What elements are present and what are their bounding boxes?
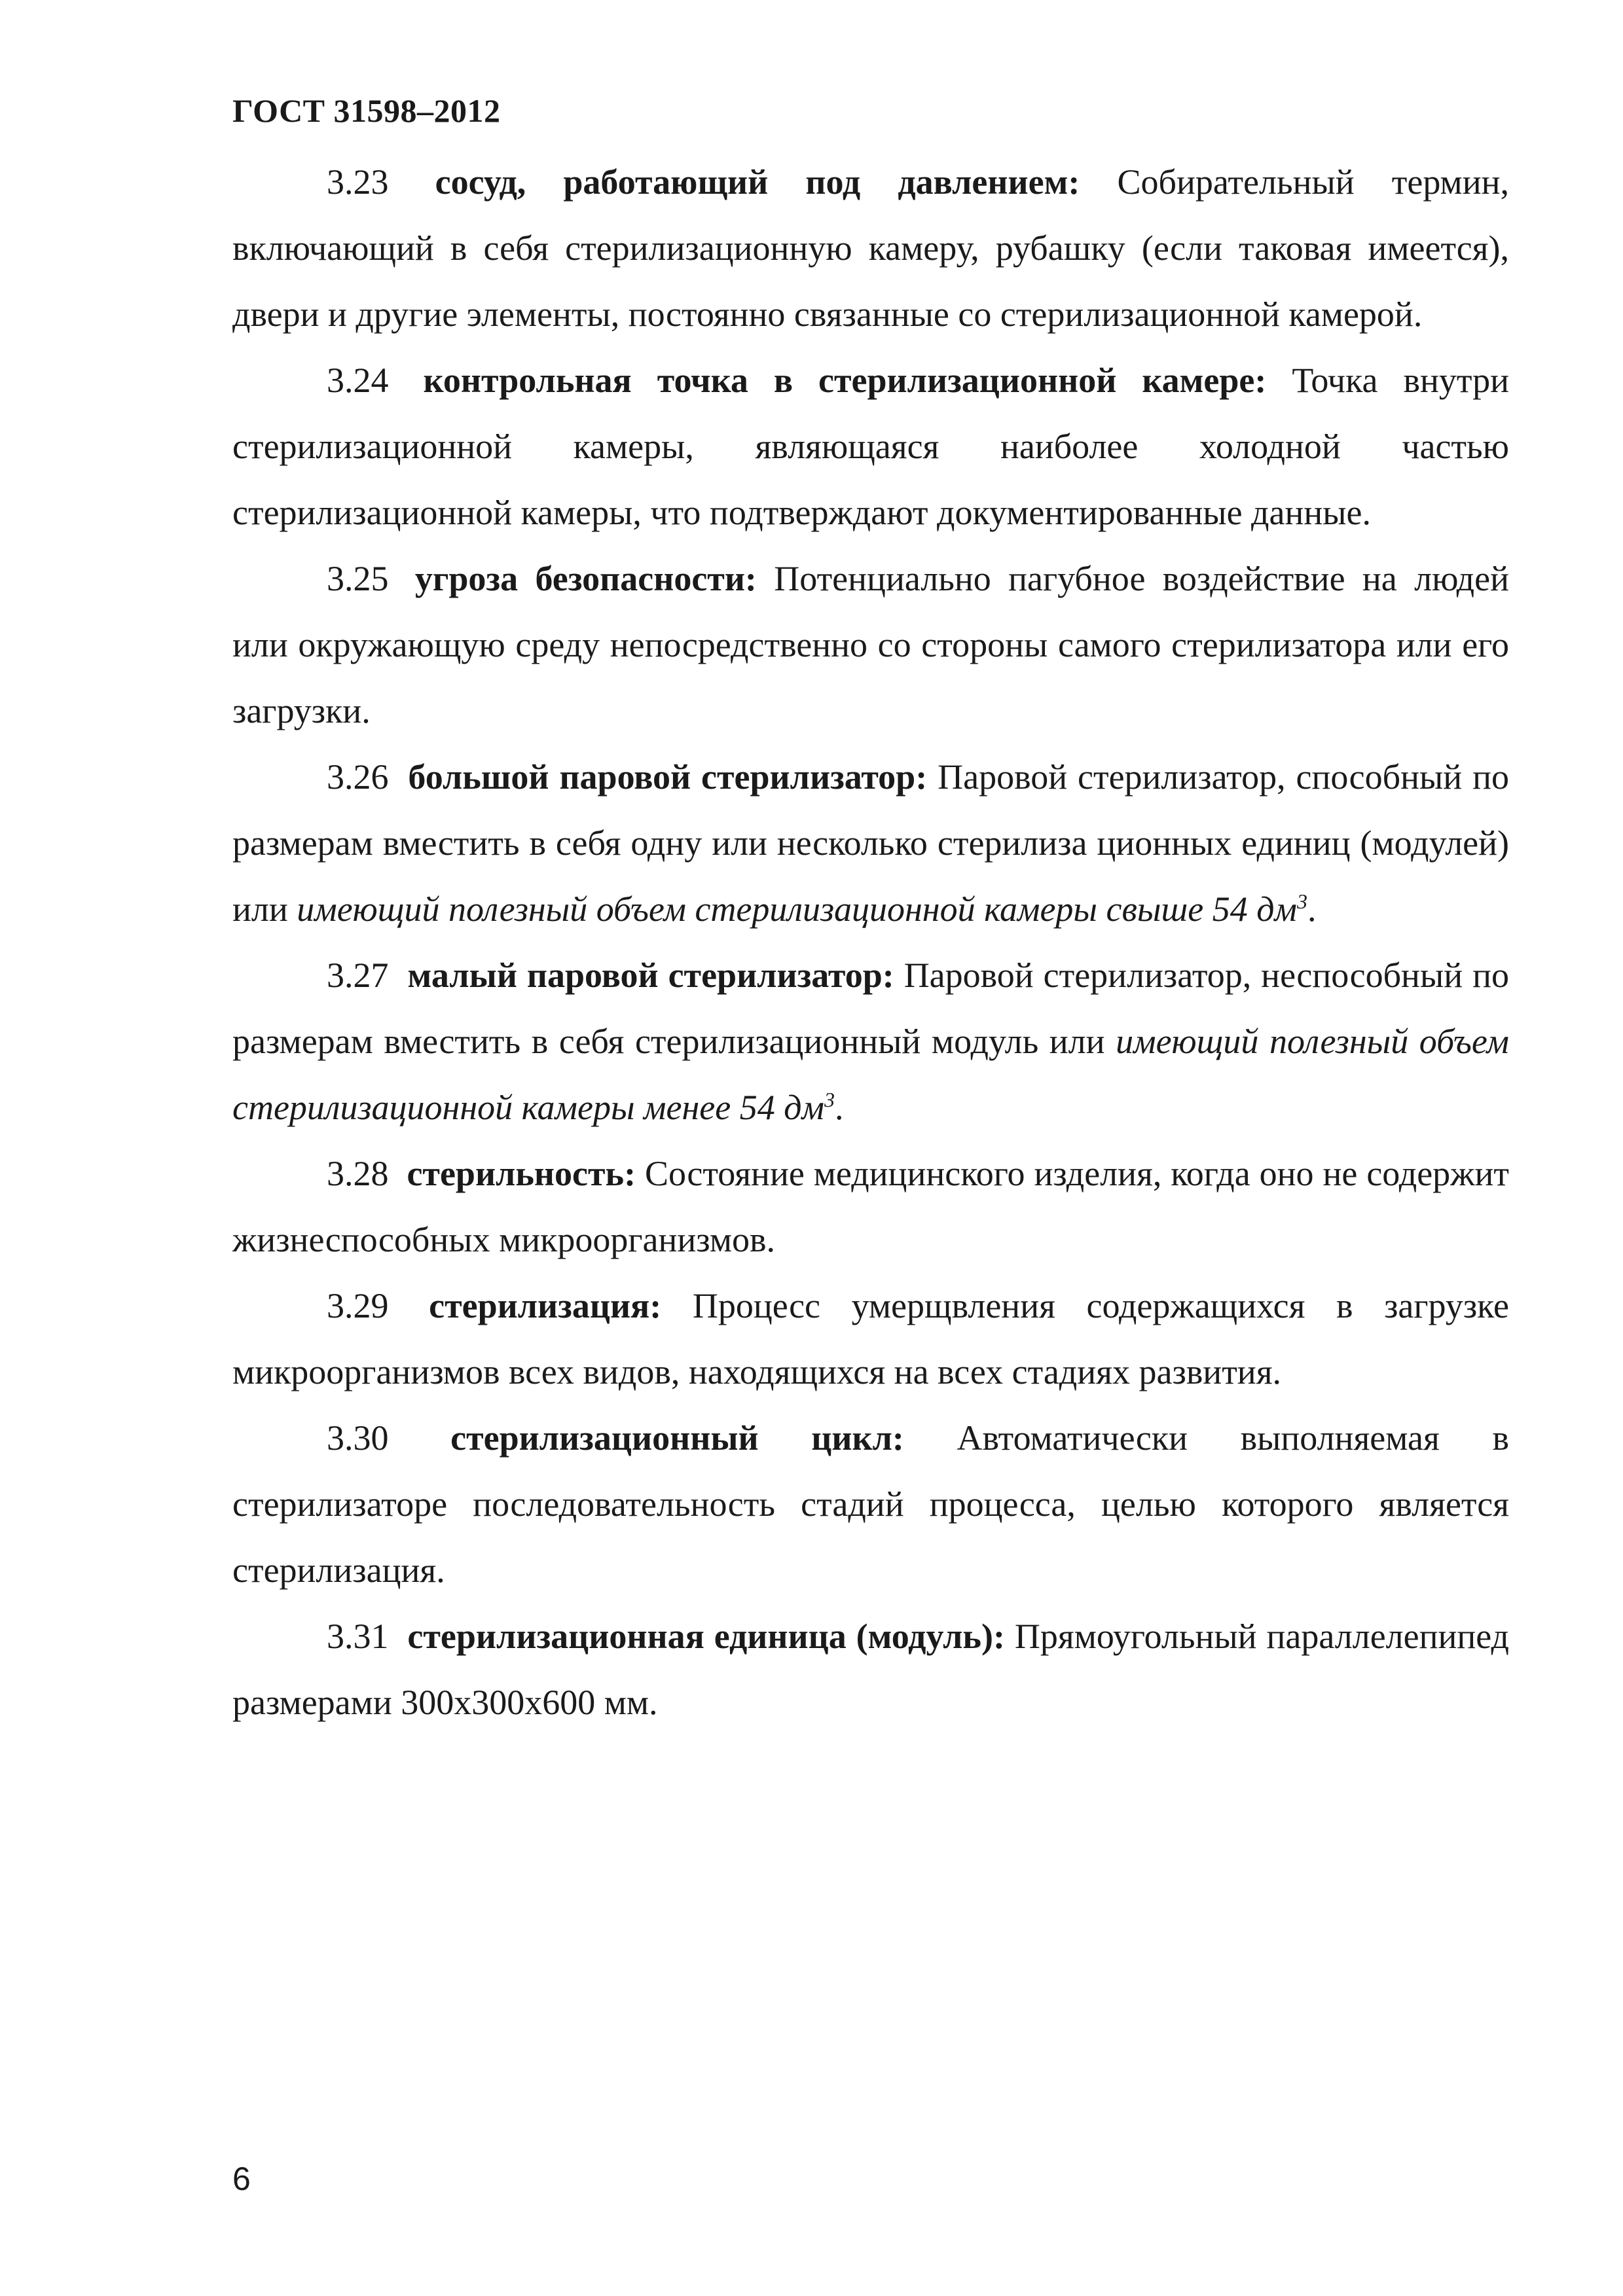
- term-number: 3.29: [327, 1286, 389, 1325]
- term-definition: Паровой стерилизатор, способный по размерам вместить в себя одну или несколько стерилиза ционных единиц (модулей) или: [232, 757, 1510, 929]
- term-entry: [232, 1273, 1509, 1405]
- term-entry: [232, 1604, 1509, 1736]
- term-definition-italic: [297, 889, 1307, 929]
- term-number: 3.26: [327, 757, 389, 797]
- term-name: стерилизационный цикл:: [450, 1418, 904, 1458]
- term-definition-tail: .: [1307, 889, 1317, 929]
- term-number: 3.24: [327, 361, 389, 400]
- italic-text: имеющий полезный объем стерилизационной камеры менее 54 дм: [232, 1022, 1510, 1127]
- term-entry: [232, 1405, 1509, 1604]
- term-entry: [232, 1141, 1509, 1273]
- term-entry: [232, 348, 1509, 546]
- term-entry: [232, 149, 1509, 348]
- term-number: 3.23: [327, 162, 389, 202]
- term-definition: Состояние медицинского изделия, когда оно не содержит жизнеспособных микроорганизмов.: [232, 1154, 1509, 1259]
- document-header: ГОСТ 31598–2012: [232, 92, 501, 129]
- term-definition: Процесс умерщвления содержащихся в загрузке микроорганизмов всех видов, находящихся на всех стадиях развития.: [232, 1286, 1510, 1391]
- term-name: сосуд, работающий под давлением:: [435, 162, 1080, 202]
- term-name: малый паровой стерилизатор:: [407, 956, 894, 995]
- term-entry: [232, 546, 1509, 744]
- term-definition: Потенциально пагубное воздействие на людей или окружающую среду непосредственно со стороны самого стерилизатора или его загрузки.: [232, 559, 1510, 730]
- term-name: стерилизация:: [429, 1286, 662, 1325]
- term-definition: Точка внутри стерилизационной камеры, являющаяся наиболее холодной частью стерилизационной камеры, что подтверждают документированные данные.: [232, 361, 1510, 532]
- term-entry: [232, 942, 1509, 1141]
- term-name: стерилизационная единица (модуль):: [407, 1617, 1005, 1656]
- term-name: угроза безопасности:: [414, 559, 757, 598]
- term-definition-tail: .: [834, 1088, 844, 1127]
- term-number: 3.28: [327, 1154, 389, 1193]
- term-definition: Автоматически выполняемая в стерилизаторе последовательность стадий процесса, целью которого является стерилизация.: [232, 1418, 1510, 1590]
- term-definition: Прямоугольный параллелепипед размерами 300х300х600 мм.: [232, 1617, 1509, 1722]
- term-number: 3.27: [327, 956, 389, 995]
- term-name: стерильность:: [407, 1154, 636, 1193]
- term-number: 3.31: [327, 1617, 389, 1656]
- page-number: 6: [232, 2161, 251, 2197]
- term-name: контрольная точка в стерилизационной камере:: [423, 361, 1267, 400]
- term-definition: Собирательный термин, включающий в себя стерилизационную камеру, рубашку (если таковая имеется), двери и другие элементы, постоянно связанные со стерилизационной камерой.: [232, 162, 1510, 334]
- superscript: 3: [824, 1088, 835, 1111]
- term-entry: [232, 744, 1509, 942]
- term-definition: Паровой стерилизатор, неспособный по размерам вместить в себя стерилизационный модуль или: [232, 956, 1509, 1061]
- term-number: 3.30: [327, 1418, 389, 1458]
- terms-list: [232, 149, 1509, 1736]
- superscript: 3: [1297, 889, 1307, 913]
- term-name: большой паровой стерилизатор:: [408, 757, 928, 797]
- italic-text: имеющий полезный объем стерилизационной камеры свыше 54 дм: [297, 889, 1297, 929]
- term-number: 3.25: [327, 559, 389, 598]
